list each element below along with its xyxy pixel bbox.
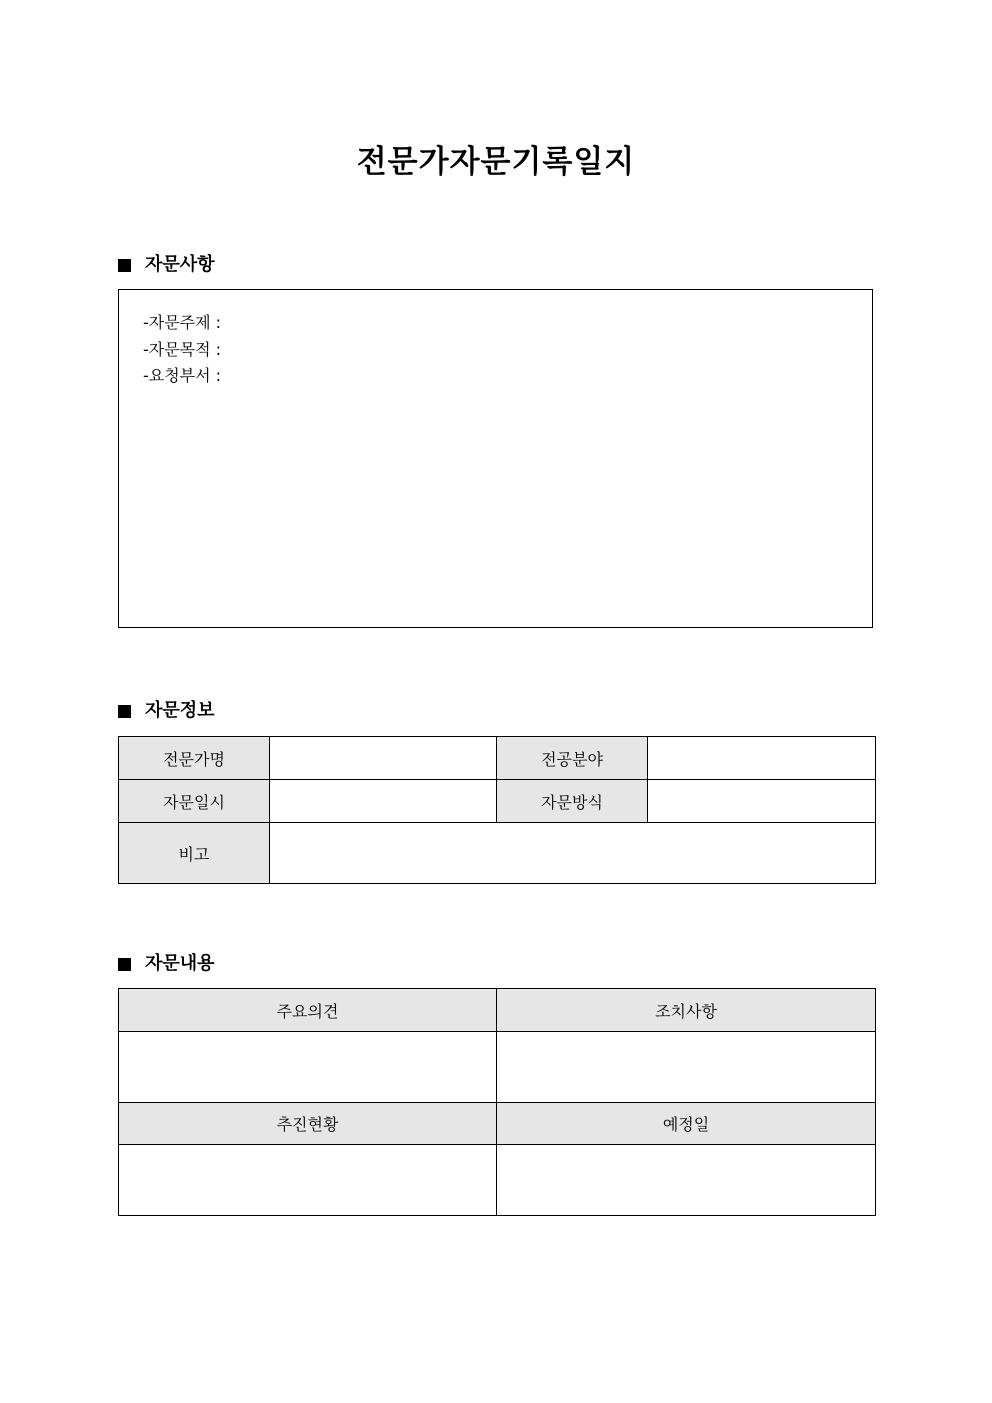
consult-method-label: 자문방식	[497, 780, 648, 823]
major-field-label: 전공분야	[497, 737, 648, 780]
action-items-header: 조치사항	[497, 989, 876, 1032]
consult-items-box[interactable]	[118, 289, 873, 628]
consult-content-table	[118, 988, 876, 1216]
consult-info-table	[118, 736, 876, 884]
expert-name-field[interactable]	[270, 737, 497, 780]
document-title: 전문가자문기록일지	[356, 144, 636, 180]
section-heading-consult-content	[118, 952, 215, 976]
action-items-field[interactable]	[497, 1032, 876, 1103]
consult-method-field[interactable]	[648, 780, 876, 823]
square-bullet-icon	[118, 705, 131, 718]
progress-status-header: 추진현황	[119, 1103, 497, 1145]
main-opinion-field[interactable]	[119, 1032, 497, 1103]
due-date-header: 예정일	[497, 1103, 876, 1145]
consult-topic-line: -자문주제 :	[143, 313, 222, 332]
consult-datetime-field[interactable]	[270, 780, 497, 823]
consult-purpose-line: -자문목적 :	[143, 339, 222, 359]
major-field-field[interactable]	[648, 737, 876, 780]
section-heading-label: 자문내용	[145, 953, 215, 974]
main-opinion-header: 주요의견	[119, 989, 497, 1032]
requesting-dept-line: -요청부서 :	[143, 366, 222, 385]
square-bullet-icon	[118, 958, 131, 971]
section-heading-label: 자문사항	[145, 254, 215, 275]
section-heading-consult-info	[118, 699, 215, 723]
square-bullet-icon	[118, 259, 131, 272]
expert-name-label: 전문가명	[119, 737, 270, 780]
due-date-field[interactable]	[497, 1145, 876, 1216]
progress-status-field[interactable]	[119, 1145, 497, 1216]
section-heading-label: 자문정보	[145, 700, 215, 721]
section-heading-consult-items	[118, 253, 215, 277]
remarks-field[interactable]	[270, 823, 876, 884]
remarks-label: 비고	[119, 823, 270, 884]
consult-datetime-label: 자문일시	[119, 780, 270, 823]
